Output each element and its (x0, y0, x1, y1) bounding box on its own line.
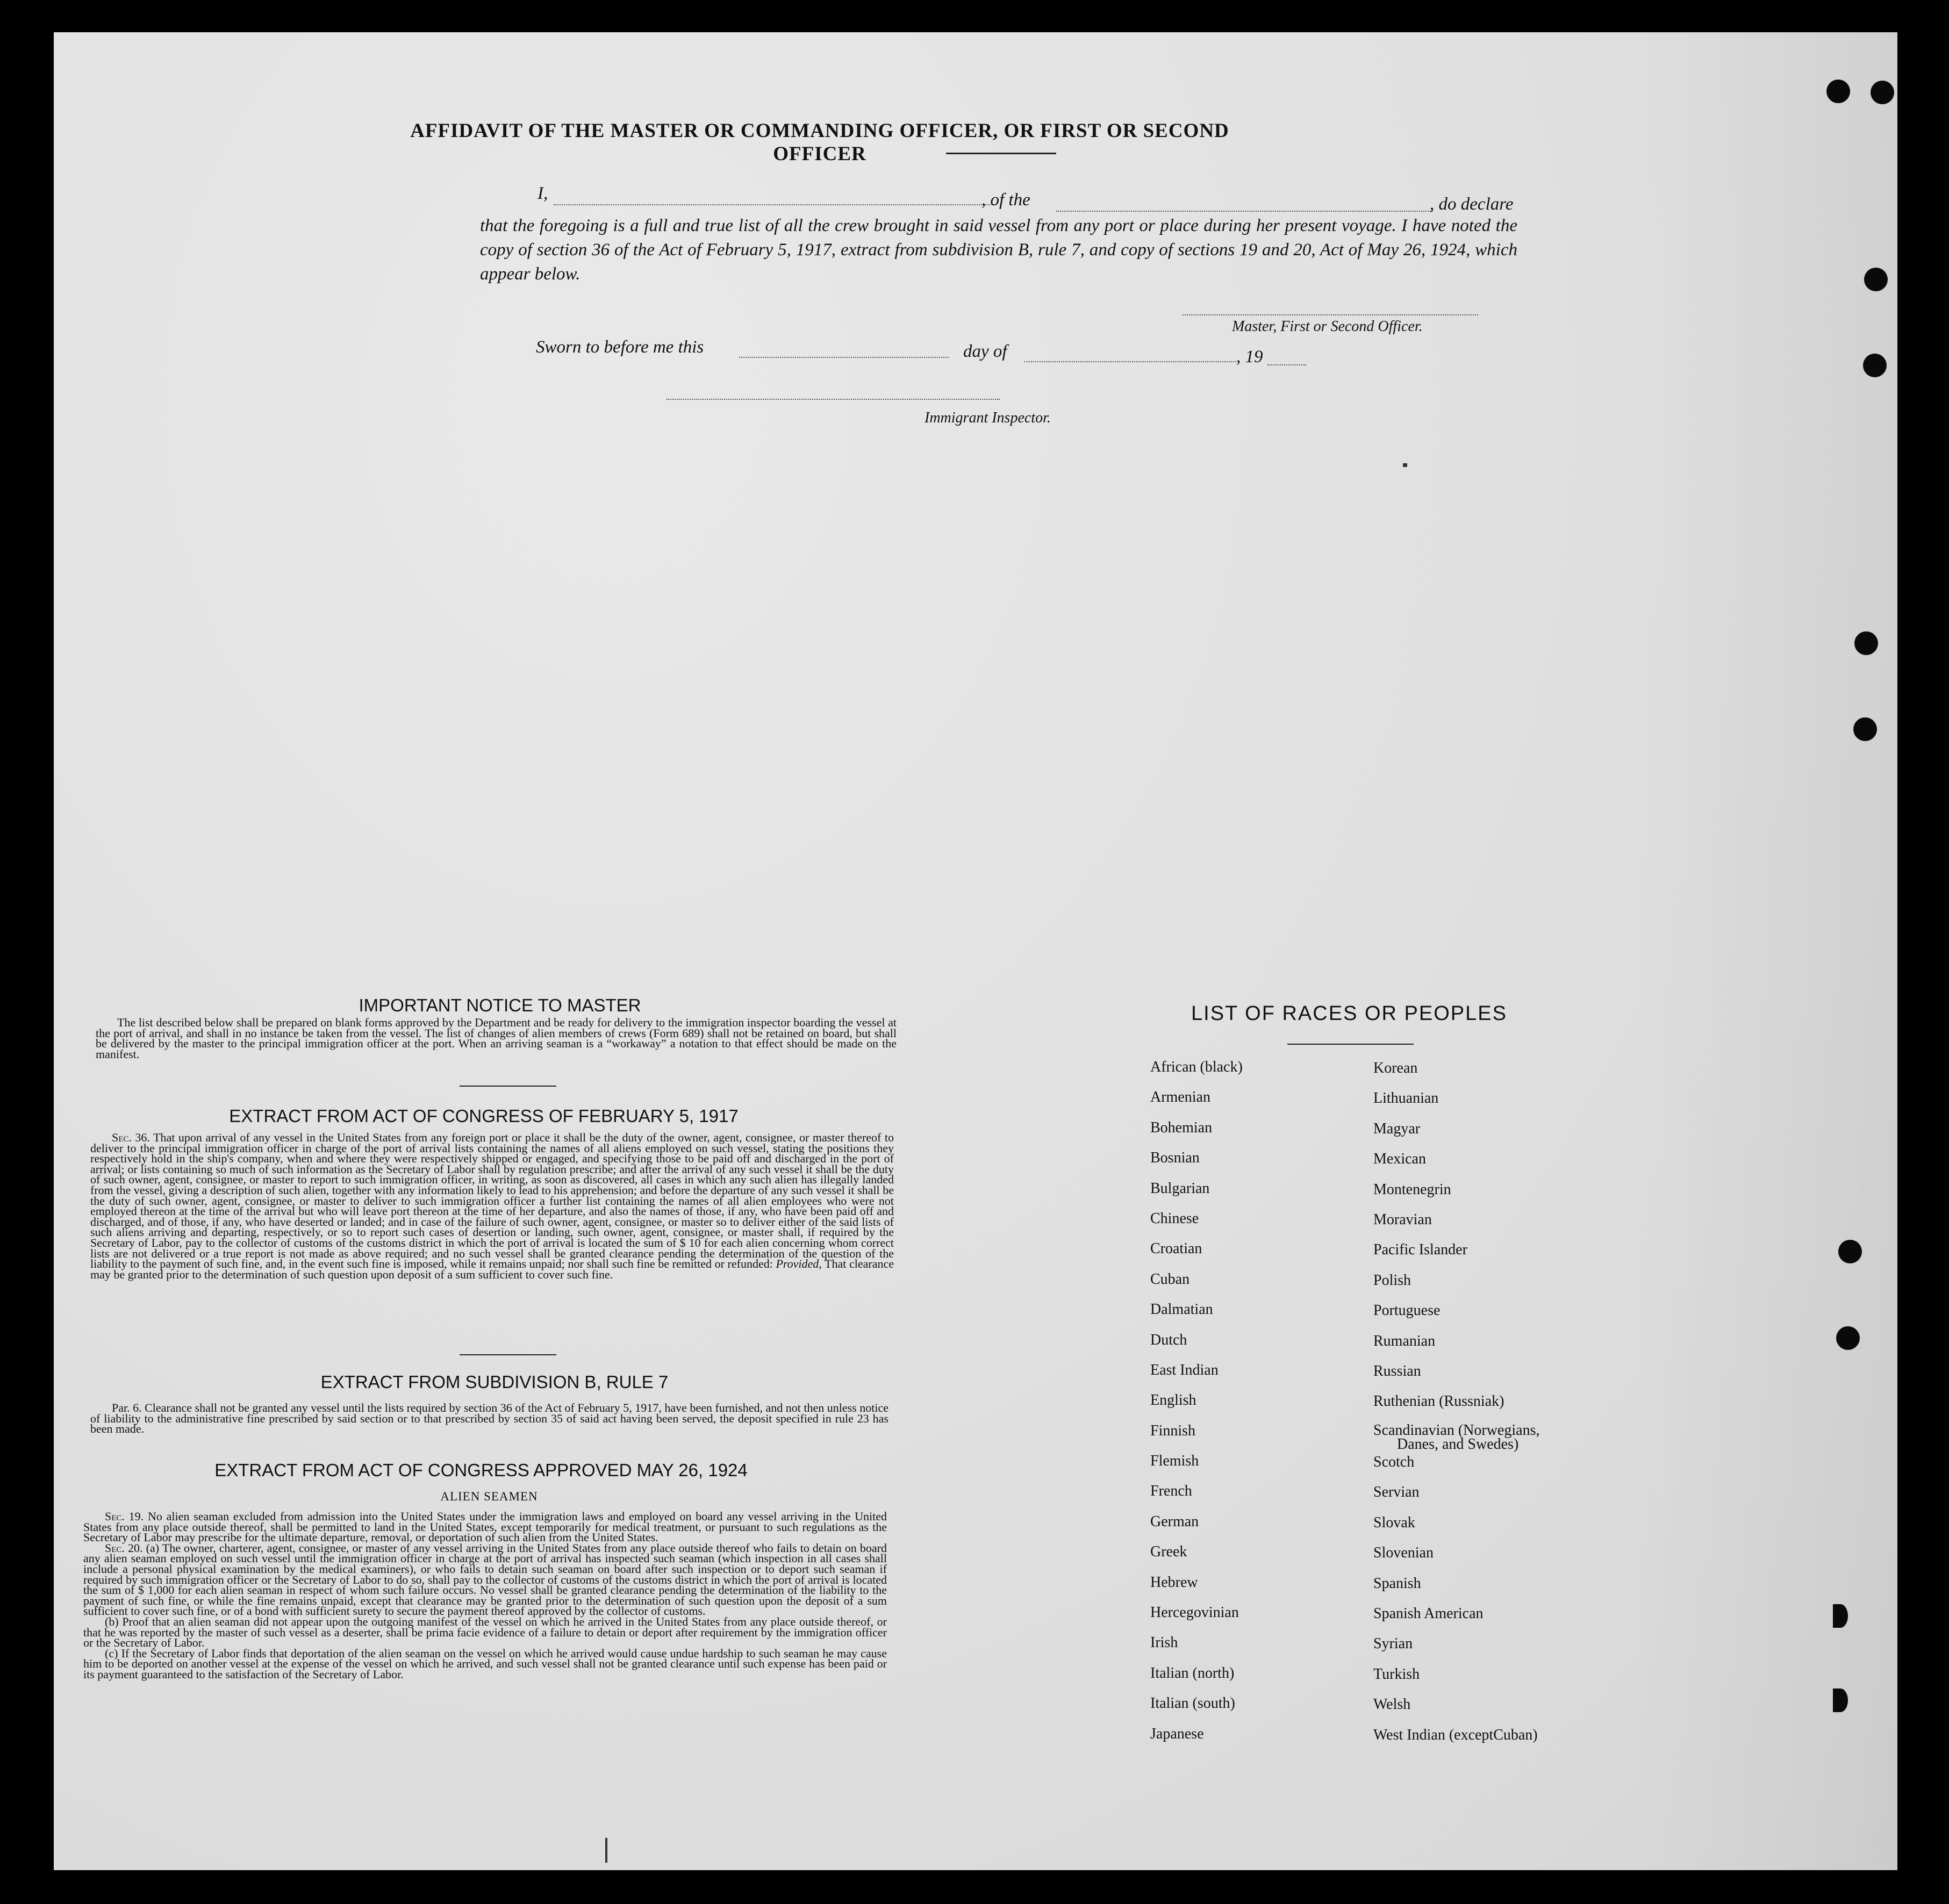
provided-label: Provided, (776, 1257, 822, 1271)
sworn-day-field[interactable] (739, 357, 949, 358)
races-rule (1287, 1044, 1414, 1045)
race-item: Mexican (1373, 1151, 1426, 1168)
race-item: Spanish (1373, 1575, 1421, 1592)
binder-hole (1853, 717, 1877, 741)
title-rule (946, 153, 1056, 154)
race-item: Slovak (1373, 1514, 1415, 1531)
race-item-line: Scandinavian (Norwegians, (1373, 1421, 1540, 1439)
sec-20b-text: (b) Proof that an alien seaman did not appear upon the outgoing manifest of the vessel on which he arrived in the United States from any place outside thereof, or that he was reported by the master of such vessel as a deserter, shall be prima facie evidence of a failure to detain or deport after requirement by the immigration officer or the Secretary of Labor. (83, 1614, 887, 1650)
ink-mark (1403, 463, 1407, 467)
sec-20-label: Sec. 20. (105, 1541, 143, 1555)
notice-text (96, 1017, 897, 1059)
race-item: Greek (1150, 1543, 1187, 1561)
race-item: Japanese (1150, 1725, 1204, 1742)
race-item: Servian (1373, 1484, 1420, 1501)
binder-hole (1864, 268, 1888, 291)
race-item: Italian (south) (1150, 1695, 1235, 1712)
race-item: Pacific Islander (1373, 1241, 1467, 1259)
inspector-caption: Immigrant Inspector. (925, 409, 1051, 426)
section-rule (460, 1086, 556, 1087)
binder-hole (1833, 1604, 1848, 1628)
affiant-label: I, (538, 184, 548, 203)
race-item: Syrian (1373, 1635, 1413, 1652)
race-item: Armenian (1150, 1089, 1210, 1106)
binder-hole (1836, 1326, 1860, 1350)
race-item: Polish (1373, 1271, 1411, 1289)
race-item-scandinavian (1373, 1421, 1540, 1454)
race-item: Montenegrin (1373, 1181, 1451, 1198)
sec-36-text-end: That clearance may be granted prior to the determination of such question upon deposit of a sum sufficient to cover such fine. (90, 1257, 894, 1281)
sworn-month-field[interactable] (1024, 361, 1236, 362)
binder-hole (1854, 631, 1878, 655)
extract-1917-title: EXTRACT FROM ACT OF CONGRESS OF FEBRUARY 5, 1917 (229, 1106, 739, 1126)
race-item: French (1150, 1483, 1192, 1500)
alien-seamen-subtitle: ALIEN SEAMEN (440, 1490, 538, 1503)
race-item: Flemish (1150, 1453, 1199, 1470)
of-the-label: , of the (981, 190, 1030, 210)
race-item: Magyar (1373, 1120, 1421, 1137)
rule7-text (90, 1403, 888, 1434)
extract-1924-text (83, 1511, 887, 1680)
binder-hole (1826, 80, 1850, 103)
race-item: Cuban (1150, 1270, 1190, 1288)
race-item: Dutch (1150, 1331, 1187, 1348)
race-item: West Indian (exceptCuban) (1373, 1726, 1538, 1743)
race-item: German (1150, 1513, 1199, 1530)
sec-19-label: Sec. 19. (105, 1510, 144, 1523)
sec-19-text: No alien seaman excluded from admission into the United States under the immigration laws and employed on board any vessel arriving in the United States from any place outside thereof, shall be permitted to land in the United States, except temporarily for medical treatment, or pursuant to such regulations as the Secretary of Labor may prescribe for the ultimate departure, removal, or deportation of such alien from the United States. (83, 1510, 887, 1544)
races-title: LIST OF RACES OR PEOPLES (1191, 1002, 1507, 1025)
sworn-year-field[interactable] (1267, 364, 1306, 365)
race-item: Slovenian (1373, 1544, 1434, 1562)
race-item: Lithuanian (1373, 1090, 1439, 1107)
race-item: Spanish American (1373, 1605, 1484, 1622)
race-item: Russian (1373, 1362, 1421, 1379)
race-item: Dalmatian (1150, 1301, 1213, 1318)
race-item: Croatian (1150, 1240, 1202, 1258)
binder-hole (1833, 1689, 1848, 1712)
race-item: English (1150, 1392, 1196, 1409)
vessel-name-field[interactable] (1056, 211, 1432, 212)
sec-36-label: Sec. 36. (112, 1131, 150, 1144)
inspector-signature-field[interactable] (667, 399, 1000, 400)
year-label: , 19 (1236, 347, 1263, 367)
race-item: Bulgarian (1150, 1180, 1210, 1197)
master-caption: Master, First or Second Officer. (1232, 318, 1423, 335)
binder-hole (1838, 1240, 1862, 1263)
race-item: African (black) (1150, 1059, 1243, 1075)
race-item: Chinese (1150, 1210, 1199, 1227)
race-item: Welsh (1373, 1696, 1411, 1713)
race-item: Bohemian (1150, 1119, 1213, 1136)
extract-1924-title: EXTRACT FROM ACT OF CONGRESS APPROVED MAY 26, 1924 (214, 1460, 748, 1480)
race-item: Italian (north) (1150, 1664, 1235, 1682)
affiant-name-field[interactable] (554, 204, 994, 205)
race-item: Bosnian (1150, 1149, 1200, 1167)
notice-title: IMPORTANT NOTICE TO MASTER (359, 995, 641, 1015)
race-item: Portuguese (1373, 1302, 1441, 1319)
races-right-column (1373, 1060, 1539, 1757)
day-of-label: day of (963, 342, 1007, 361)
race-item: Ruthenian (Russniak) (1373, 1393, 1504, 1410)
binder-hole (1871, 81, 1894, 104)
race-item: East Indian (1150, 1361, 1219, 1378)
race-item: Turkish (1373, 1665, 1420, 1683)
races-left-column (1150, 1059, 1243, 1756)
race-item-line: Danes, and Swedes) (1397, 1435, 1519, 1453)
master-signature-field[interactable] (1183, 314, 1478, 315)
section-rule (460, 1354, 556, 1355)
affidavit-title: AFFIDAVIT OF THE MASTER OR COMMANDING OFFICER, OR FIRST OR SECOND OFFICER (410, 120, 1229, 165)
extract-1917-text (90, 1132, 894, 1280)
race-item: Moravian (1373, 1211, 1432, 1228)
sworn-label: Sworn to before me this (536, 337, 704, 357)
binder-hole (1863, 354, 1887, 377)
race-item: Hercegovinian (1150, 1604, 1239, 1621)
race-item: Scotch (1373, 1454, 1415, 1471)
rule7-title: EXTRACT FROM SUBDIVISION B, RULE 7 (320, 1372, 669, 1392)
sec-20c-text: (c) If the Secretary of Labor finds that deportation of the alien seaman on the vessel on which he arrived would cause undue hardship to such seaman he may cause him to be deported on another vessel at the expense of the vessel on which he arrived, and such vessel shall not be granted clearance until such expense has been paid or its payment guaranteed to the satisfaction of the Secretary of Labor. (83, 1646, 887, 1681)
notice-paragraph: The list described below shall be prepared on blank forms approved by the Department and be ready for delivery to the immigration inspector boarding the vessel at the port of arrival, and shall in no instance be taken from the vessel. The list of changes of alien members of crews (Form 689) shall not be retained on board, but shall be delivered by the master to the principal immigration officer at the port. When an arriving seaman is a “workaway” a notation to that effect should be made on the manifest. (96, 1016, 897, 1061)
affidavit-body: that the foregoing is a full and true list of all the crew brought in said vessel from any port or place during her present voyage. I have noted the copy of section 36 of the Act of February 5, 1917, extract from subdivision B, rule 7, and copy of sections 19 and 20, Act of May 26, 1924, which appear below. (480, 216, 1517, 284)
sec-36-text: That upon arrival of any vessel in the United States from any foreign port or place it shall be the duty of the owner, agent, consignee, or master thereof to deliver to the principal immigration officer in charge of the port of arrival lists containing the names of all aliens employed on such vessel, stating the positions they respectively hold in the ship's company, when and where they were respectively shipped or engaged, and specifying those to be paid off and discharged in the port of arrival; or lists containing so much of such information as the Secretary of Labor shall by regulation prescribe; and after the arrival of any such vessel it shall be the duty of such owner, agent, consignee, or master to report to such immigration officer, in writing, as soon as discovered, all cases in which any such alien has illegally landed from the vessel, giving a description of such alien, together with any information likely to lead to his apprehension; and before the departure of any such vessel it shall be the duty of such owner, agent, consignee, or master to deliver to such immigration officer a further list containing the names of all alien employees who were not employed thereon at the time of the arrival but who will leave port thereon at the time of her departure, and also the names of those, if any, who have been paid off and discharged, and of those, if any, who have deserted or landed; and in case of the failure of such owner, agent, consignee, or master so to deliver either of the said lists of such aliens arriving and departing, respectively, or so to report such cases of desertion or landing, such owner, agent, consignee, or master shall, if required by the Secretary of Labor, pay to the collector of customs of the customs district in which the port of arrival is located the sum of $ 10 for each alien concerning whom correct lists are not delivered or a true report is not made as above required; and no such vessel shall be granted clearance pending the determination of the question of the liability to the payment of such fine, and, in the event such fine is imposed, while it remains unpaid; nor shall such fine be remitted or refunded: (90, 1131, 894, 1271)
race-item: Finnish (1150, 1422, 1196, 1439)
race-item: Hebrew (1150, 1574, 1198, 1591)
rule7-paragraph: Par. 6. Clearance shall not be granted any vessel until the lists required by section 36 of the Act of February 5, 1917, have been furnished, and not then unless notice of liability to the administrative fine prescribed by said section or to that prescribed by section 35 of said act having been served, the deposit specified in rule 23 has been made. (90, 1401, 888, 1436)
ink-mark (605, 1838, 607, 1863)
race-item: Korean (1373, 1060, 1418, 1076)
do-declare-label: , do declare (1430, 195, 1514, 214)
sec-20a-text: (a) The owner, charterer, agent, consignee, or master of any vessel arriving in the United States from any place outside thereof who fails to detain on board any alien seaman employed on such vessel until the immigration officer in charge at the port of arrival has inspected such seaman (which inspection in all cases shall include a personal physical examination by the medical examiners), or who fails to detain such seaman on board after such inspection or to deport such seaman if required by such immigration officer or the Secretary of Labor to do so, shall pay to the collector of customs of the customs district in which the port of arrival is located the sum of $ 1,000 for each alien seaman in respect of whom such failure occurs. No vessel shall be granted clearance pending the determination of the liability to the payment of such fine, or while the fine remains unpaid, except that clearance may be granted prior to the determination of such question upon the deposit of a sum sufficient to cover such fine, or of a bond with sufficient surety to secure the payment thereof approved by the collector of customs. (83, 1541, 887, 1618)
race-item: Irish (1150, 1634, 1178, 1651)
race-item: Rumanian (1373, 1332, 1436, 1349)
